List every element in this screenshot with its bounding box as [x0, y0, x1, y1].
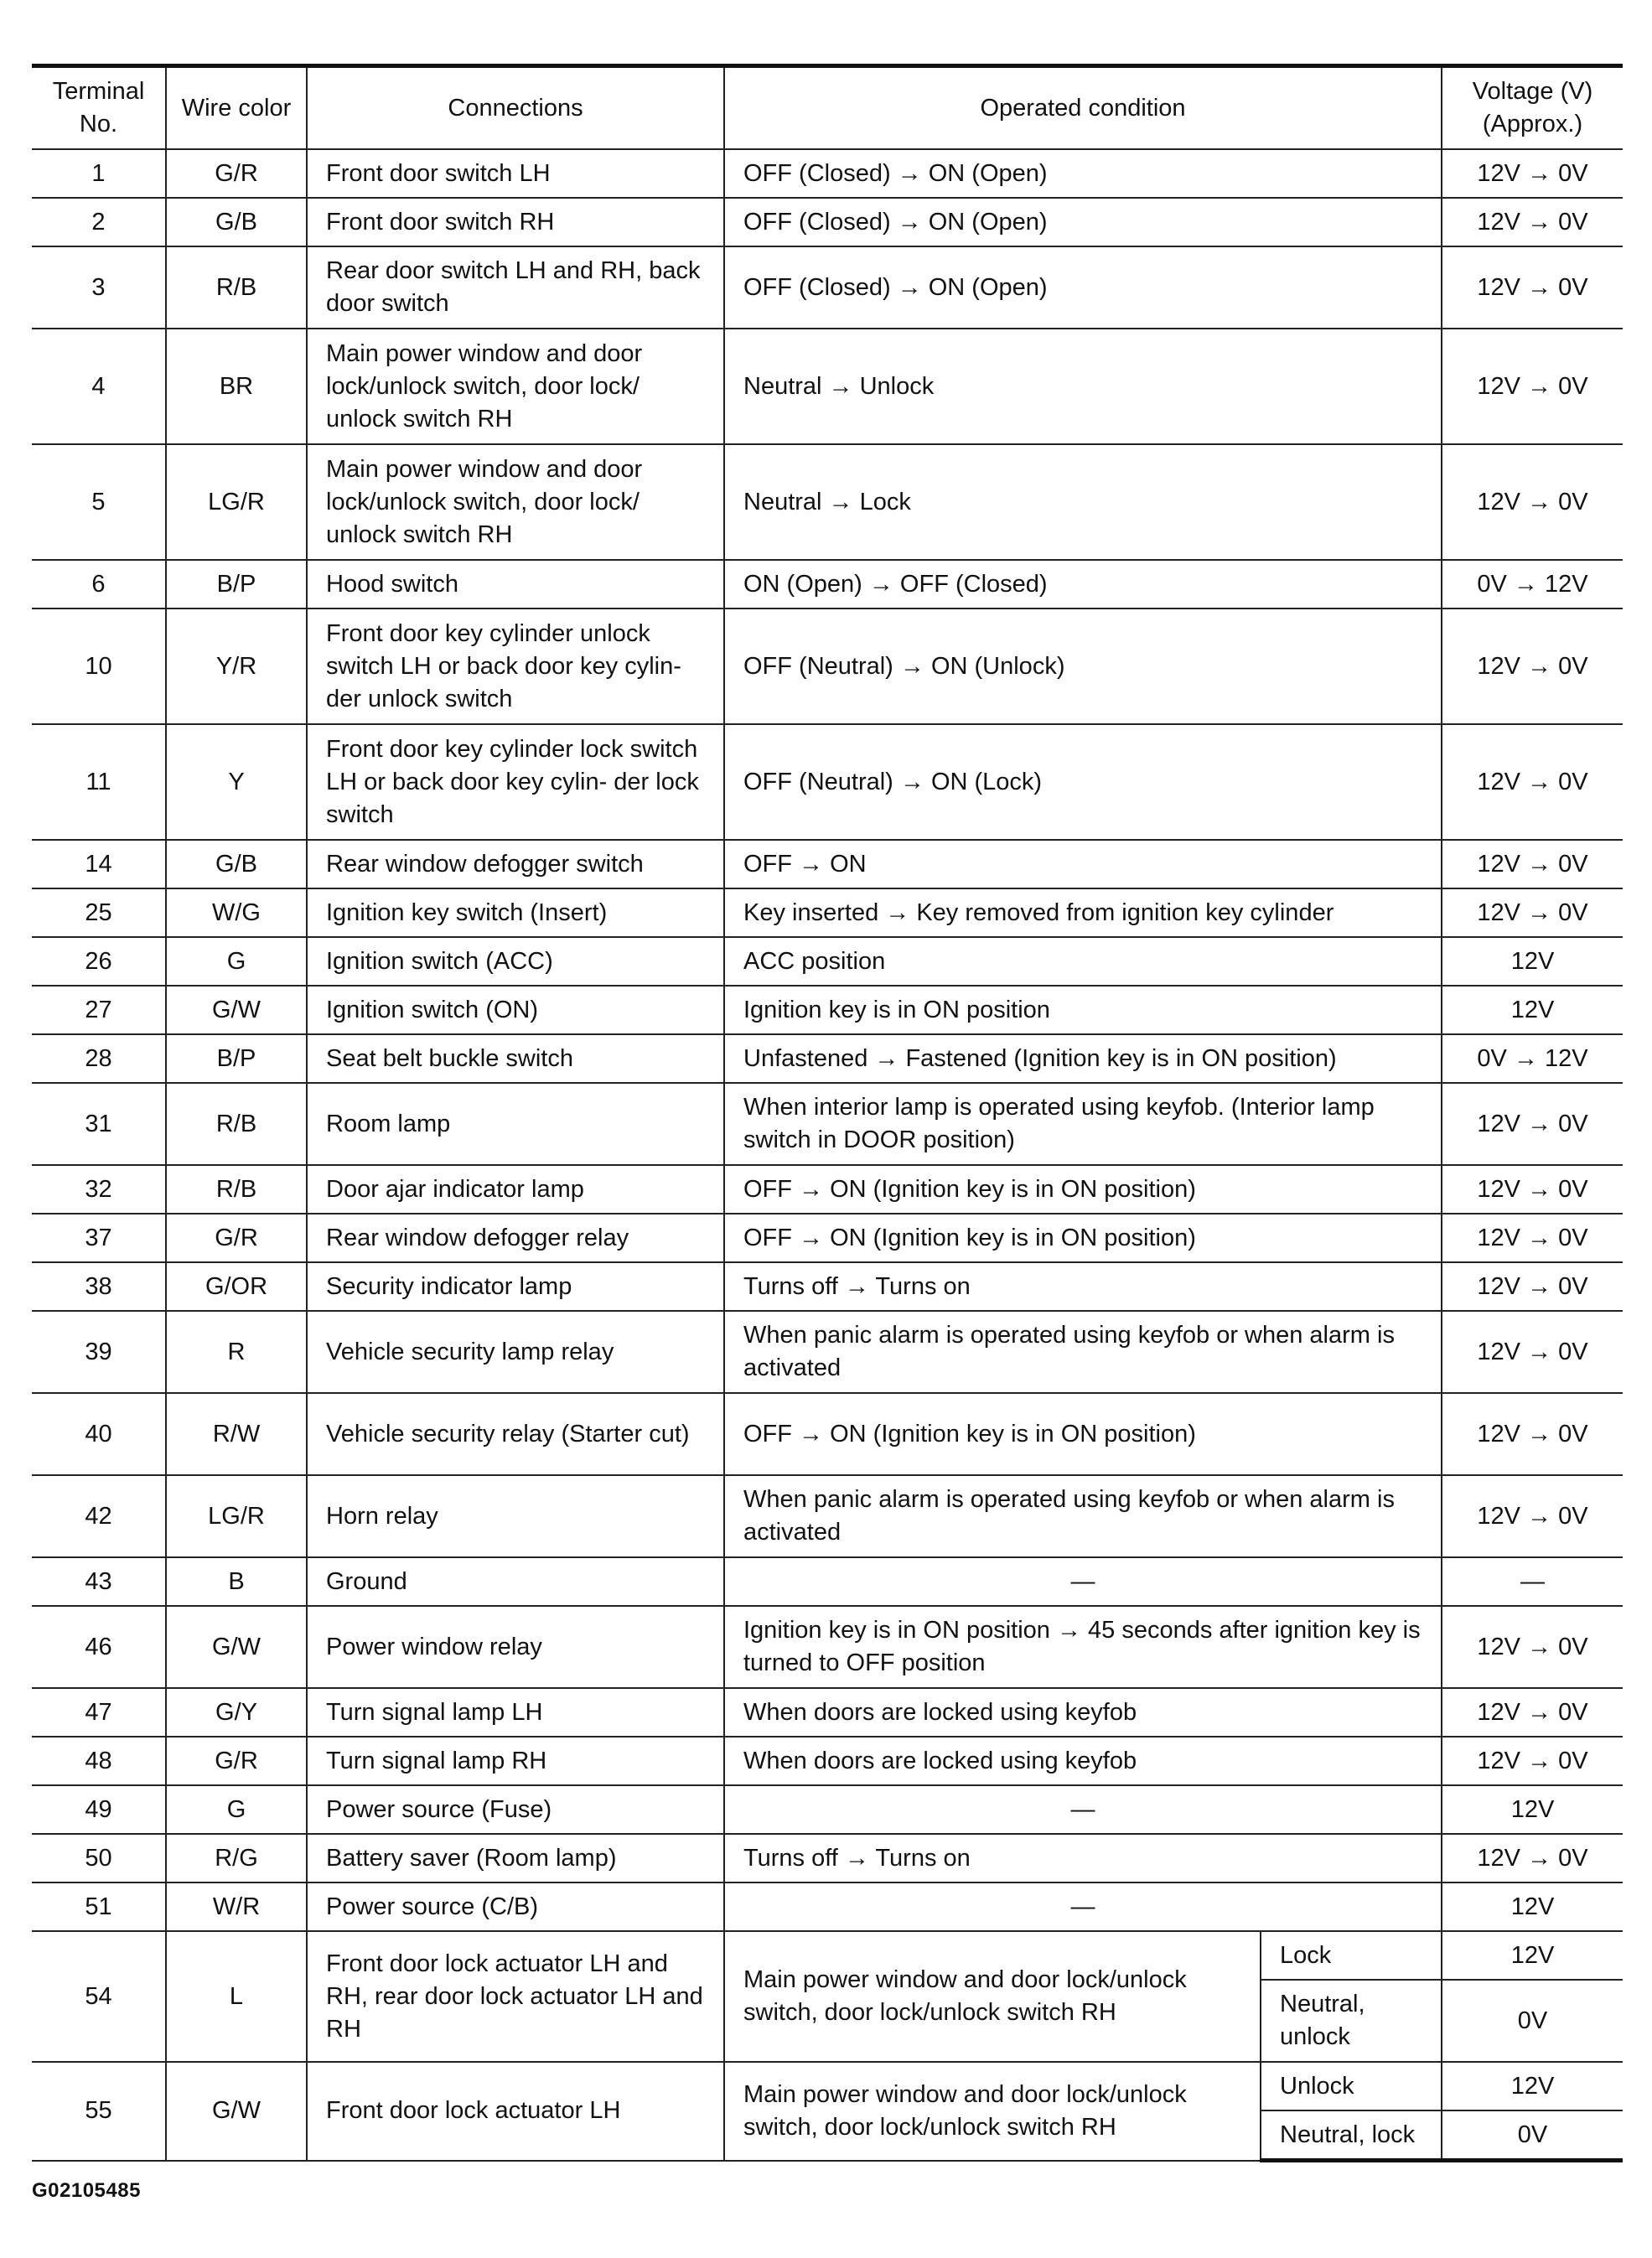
- connection-cell: Hood switch: [307, 560, 724, 609]
- voltage-cell: 12V → 0V: [1442, 1737, 1623, 1785]
- condition-cell: ACC position: [724, 937, 1442, 986]
- connection-cell: Front door lock actuator LH and RH, rear door lock actuator LH and RH: [307, 1931, 724, 2062]
- wire-color-cell: LG/R: [166, 444, 307, 560]
- voltage-cell: 12V: [1442, 2062, 1623, 2110]
- connection-cell: Power source (C/B): [307, 1883, 724, 1931]
- wire-color-cell: G/Y: [166, 1688, 307, 1737]
- voltage-cell: 12V → 0V: [1442, 724, 1623, 840]
- wire-color-cell: R/B: [166, 246, 307, 329]
- voltage-cell: 0V → 12V: [1442, 1034, 1623, 1083]
- condition-cell: Neutral → Lock: [724, 444, 1442, 560]
- condition-cell: —: [724, 1883, 1442, 1931]
- connection-cell: Battery saver (Room lamp): [307, 1834, 724, 1883]
- connection-cell: Front door lock actuator LH: [307, 2062, 724, 2161]
- terminal-no-cell: 14: [32, 840, 166, 888]
- condition-cell: OFF → ON (Ignition key is in ON position): [724, 1214, 1442, 1262]
- condition-cell: When panic alarm is operated using keyfob or when alarm is activated: [724, 1311, 1442, 1393]
- voltage-cell: 12V → 0V: [1442, 1165, 1623, 1214]
- condition-cell: OFF (Closed) → ON (Open): [724, 149, 1442, 198]
- voltage-cell: 12V → 0V: [1442, 888, 1623, 937]
- connection-cell: Rear window defogger switch: [307, 840, 724, 888]
- condition-cell: OFF (Neutral) → ON (Lock): [724, 724, 1442, 840]
- voltage-cell: 0V → 12V: [1442, 560, 1623, 609]
- terminal-no-cell: 6: [32, 560, 166, 609]
- condition-cell: Key inserted → Key removed from ignition key cylinder: [724, 888, 1442, 937]
- voltage-cell: 12V → 0V: [1442, 198, 1623, 246]
- terminal-no-cell: 10: [32, 609, 166, 724]
- condition-cell: OFF (Closed) → ON (Open): [724, 246, 1442, 329]
- terminal-no-cell: 42: [32, 1475, 166, 1557]
- table-row: [32, 1606, 1623, 1688]
- connection-cell: Power source (Fuse): [307, 1785, 724, 1834]
- condition-cell: OFF → ON (Ignition key is in ON position): [724, 1393, 1442, 1475]
- header-voltage: Voltage (V) (Approx.): [1442, 66, 1623, 150]
- voltage-cell: 12V: [1442, 1785, 1623, 1834]
- voltage-cell: 12V → 0V: [1442, 1393, 1623, 1475]
- voltage-cell: 12V: [1442, 937, 1623, 986]
- table-row: [32, 1737, 1623, 1785]
- table-row: [32, 1393, 1623, 1475]
- voltage-cell: 12V → 0V: [1442, 1834, 1623, 1883]
- connection-cell: Turn signal lamp RH: [307, 1737, 724, 1785]
- voltage-cell: 0V: [1442, 2110, 1623, 2161]
- table-row: [32, 1475, 1623, 1557]
- voltage-cell: 12V: [1442, 1931, 1623, 1980]
- wire-color-cell: G/W: [166, 986, 307, 1034]
- table-row: [32, 1785, 1623, 1834]
- terminal-no-cell: 49: [32, 1785, 166, 1834]
- wire-color-cell: G/B: [166, 840, 307, 888]
- table-row: [32, 1834, 1623, 1883]
- connection-cell: Vehicle security relay (Starter cut): [307, 1393, 724, 1475]
- connection-cell: Room lamp: [307, 1083, 724, 1165]
- terminal-no-cell: 4: [32, 329, 166, 444]
- voltage-cell: 12V → 0V: [1442, 444, 1623, 560]
- condition-cell: When doors are locked using keyfob: [724, 1737, 1442, 1785]
- voltage-cell: 12V → 0V: [1442, 840, 1623, 888]
- voltage-cell: 12V → 0V: [1442, 1311, 1623, 1393]
- connection-cell: Door ajar indicator lamp: [307, 1165, 724, 1214]
- wire-color-cell: W/G: [166, 888, 307, 937]
- condition-cell: Neutral → Unlock: [724, 329, 1442, 444]
- wire-color-cell: BR: [166, 329, 307, 444]
- terminal-no-cell: 47: [32, 1688, 166, 1737]
- terminal-no-cell: 1: [32, 149, 166, 198]
- table-row: [32, 560, 1623, 609]
- switch-state-cell: Neutral, unlock: [1261, 1980, 1442, 2062]
- terminal-no-cell: 26: [32, 937, 166, 986]
- voltage-cell: 12V → 0V: [1442, 609, 1623, 724]
- table-row: [32, 1262, 1623, 1311]
- table-row: [32, 1311, 1623, 1393]
- header-wire: Wire color: [166, 66, 307, 150]
- wire-color-cell: B/P: [166, 560, 307, 609]
- terminal-no-cell: 46: [32, 1606, 166, 1688]
- connection-cell: Vehicle security lamp relay: [307, 1311, 724, 1393]
- switch-state-cell: Unlock: [1261, 2062, 1442, 2110]
- wire-color-cell: G/B: [166, 198, 307, 246]
- terminal-no-cell: 40: [32, 1393, 166, 1475]
- table-row: [32, 444, 1623, 560]
- terminal-no-cell: 32: [32, 1165, 166, 1214]
- figure-code: G02105485: [32, 2179, 141, 2202]
- condition-cell: Main power window and door lock/unlock switch, door lock/unlock switch RH: [724, 1931, 1261, 2062]
- table-row: [32, 840, 1623, 888]
- voltage-cell: 12V: [1442, 986, 1623, 1034]
- condition-cell: Unfastened → Fastened (Ignition key is in ON position): [724, 1034, 1442, 1083]
- terminal-table-sheet: [32, 64, 1623, 2162]
- voltage-cell: 12V → 0V: [1442, 1475, 1623, 1557]
- table-row: [32, 1034, 1623, 1083]
- condition-cell: ON (Open) → OFF (Closed): [724, 560, 1442, 609]
- table-row: [32, 888, 1623, 937]
- connection-cell: Ignition switch (ON): [307, 986, 724, 1034]
- wire-color-cell: G/R: [166, 1214, 307, 1262]
- terminal-no-cell: 48: [32, 1737, 166, 1785]
- wire-color-cell: R/G: [166, 1834, 307, 1883]
- voltage-cell: 12V → 0V: [1442, 149, 1623, 198]
- wire-color-cell: LG/R: [166, 1475, 307, 1557]
- wire-color-cell: G/R: [166, 149, 307, 198]
- condition-cell: OFF → ON: [724, 840, 1442, 888]
- voltage-cell: 12V → 0V: [1442, 1262, 1623, 1311]
- table-row: [32, 2062, 1623, 2110]
- wire-color-cell: R: [166, 1311, 307, 1393]
- table-row: [32, 149, 1623, 198]
- voltage-cell: 12V → 0V: [1442, 1214, 1623, 1262]
- connection-cell: Main power window and door lock/unlock switch, door lock/ unlock switch RH: [307, 329, 724, 444]
- terminal-no-cell: 27: [32, 986, 166, 1034]
- voltage-cell: 12V → 0V: [1442, 1606, 1623, 1688]
- table-row: [32, 1883, 1623, 1931]
- condition-cell: OFF (Neutral) → ON (Unlock): [724, 609, 1442, 724]
- terminal-no-cell: 55: [32, 2062, 166, 2161]
- condition-cell: —: [724, 1785, 1442, 1834]
- table-row: [32, 1557, 1623, 1606]
- wire-color-cell: L: [166, 1931, 307, 2062]
- wire-color-cell: G/R: [166, 1737, 307, 1785]
- wire-color-cell: B: [166, 1557, 307, 1606]
- terminal-no-cell: 31: [32, 1083, 166, 1165]
- wire-color-cell: W/R: [166, 1883, 307, 1931]
- connection-cell: Front door switch LH: [307, 149, 724, 198]
- voltage-cell: 12V → 0V: [1442, 329, 1623, 444]
- wire-color-cell: G: [166, 937, 307, 986]
- table-row: [32, 329, 1623, 444]
- table-row: [32, 198, 1623, 246]
- connection-cell: Ignition key switch (Insert): [307, 888, 724, 937]
- connection-cell: Rear door switch LH and RH, back door switch: [307, 246, 724, 329]
- wire-color-cell: Y: [166, 724, 307, 840]
- voltage-cell: 12V → 0V: [1442, 246, 1623, 329]
- terminal-no-cell: 37: [32, 1214, 166, 1262]
- wire-color-cell: G/OR: [166, 1262, 307, 1311]
- table-row: [32, 986, 1623, 1034]
- table-row: [32, 937, 1623, 986]
- connection-cell: Seat belt buckle switch: [307, 1034, 724, 1083]
- voltage-cell: 12V: [1442, 1883, 1623, 1931]
- voltage-cell: 12V → 0V: [1442, 1688, 1623, 1737]
- wire-color-cell: R/B: [166, 1083, 307, 1165]
- table-body: [32, 149, 1623, 2161]
- terminal-no-cell: 43: [32, 1557, 166, 1606]
- terminal-no-cell: 5: [32, 444, 166, 560]
- condition-cell: Ignition key is in ON position: [724, 986, 1442, 1034]
- connection-cell: Front door key cylinder unlock switch LH or back door key cylin- der unlock switch: [307, 609, 724, 724]
- table-row: [32, 1214, 1623, 1262]
- connection-cell: Security indicator lamp: [307, 1262, 724, 1311]
- connection-cell: Front door key cylinder lock switch LH or back door key cylin- der lock switch: [307, 724, 724, 840]
- table-row: [32, 1931, 1623, 1980]
- connection-cell: Main power window and door lock/unlock switch, door lock/ unlock switch RH: [307, 444, 724, 560]
- condition-cell: —: [724, 1557, 1442, 1606]
- condition-cell: Main power window and door lock/unlock switch, door lock/unlock switch RH: [724, 2062, 1261, 2161]
- condition-cell: Turns off → Turns on: [724, 1834, 1442, 1883]
- header-condition: Operated condition: [724, 66, 1442, 150]
- terminal-no-cell: 11: [32, 724, 166, 840]
- connection-cell: Horn relay: [307, 1475, 724, 1557]
- condition-cell: OFF → ON (Ignition key is in ON position): [724, 1165, 1442, 1214]
- header-row: [32, 66, 1623, 150]
- header-terminal: Terminal No.: [32, 66, 166, 150]
- terminal-no-cell: 54: [32, 1931, 166, 2062]
- table-row: [32, 1083, 1623, 1165]
- wire-color-cell: G/W: [166, 2062, 307, 2161]
- condition-cell: When interior lamp is operated using keyfob. (Interior lamp switch in DOOR position): [724, 1083, 1442, 1165]
- switch-state-cell: Neutral, lock: [1261, 2110, 1442, 2161]
- connection-cell: Turn signal lamp LH: [307, 1688, 724, 1737]
- table-row: [32, 724, 1623, 840]
- table-row: [32, 1688, 1623, 1737]
- table-row: [32, 1165, 1623, 1214]
- header-connections: Connections: [307, 66, 724, 150]
- wire-color-cell: G/W: [166, 1606, 307, 1688]
- condition-cell: Ignition key is in ON position → 45 seconds after ignition key is turned to OFF position: [724, 1606, 1442, 1688]
- terminal-table: [32, 64, 1623, 2162]
- terminal-no-cell: 39: [32, 1311, 166, 1393]
- wire-color-cell: R/B: [166, 1165, 307, 1214]
- wire-color-cell: B/P: [166, 1034, 307, 1083]
- terminal-no-cell: 28: [32, 1034, 166, 1083]
- switch-state-cell: Lock: [1261, 1931, 1442, 1980]
- wire-color-cell: R/W: [166, 1393, 307, 1475]
- terminal-no-cell: 51: [32, 1883, 166, 1931]
- wire-color-cell: G: [166, 1785, 307, 1834]
- condition-cell: Turns off → Turns on: [724, 1262, 1442, 1311]
- voltage-cell: —: [1442, 1557, 1623, 1606]
- terminal-no-cell: 38: [32, 1262, 166, 1311]
- voltage-cell: 12V → 0V: [1442, 1083, 1623, 1165]
- condition-cell: When panic alarm is operated using keyfob or when alarm is activated: [724, 1475, 1442, 1557]
- terminal-no-cell: 50: [32, 1834, 166, 1883]
- voltage-cell: 0V: [1442, 1980, 1623, 2062]
- condition-cell: OFF (Closed) → ON (Open): [724, 198, 1442, 246]
- condition-cell: When doors are locked using keyfob: [724, 1688, 1442, 1737]
- connection-cell: Rear window defogger relay: [307, 1214, 724, 1262]
- terminal-no-cell: 25: [32, 888, 166, 937]
- connection-cell: Ignition switch (ACC): [307, 937, 724, 986]
- table-row: [32, 609, 1623, 724]
- terminal-no-cell: 2: [32, 198, 166, 246]
- connection-cell: Power window relay: [307, 1606, 724, 1688]
- terminal-no-cell: 3: [32, 246, 166, 329]
- table-row: [32, 246, 1623, 329]
- wire-color-cell: Y/R: [166, 609, 307, 724]
- connection-cell: Front door switch RH: [307, 198, 724, 246]
- connection-cell: Ground: [307, 1557, 724, 1606]
